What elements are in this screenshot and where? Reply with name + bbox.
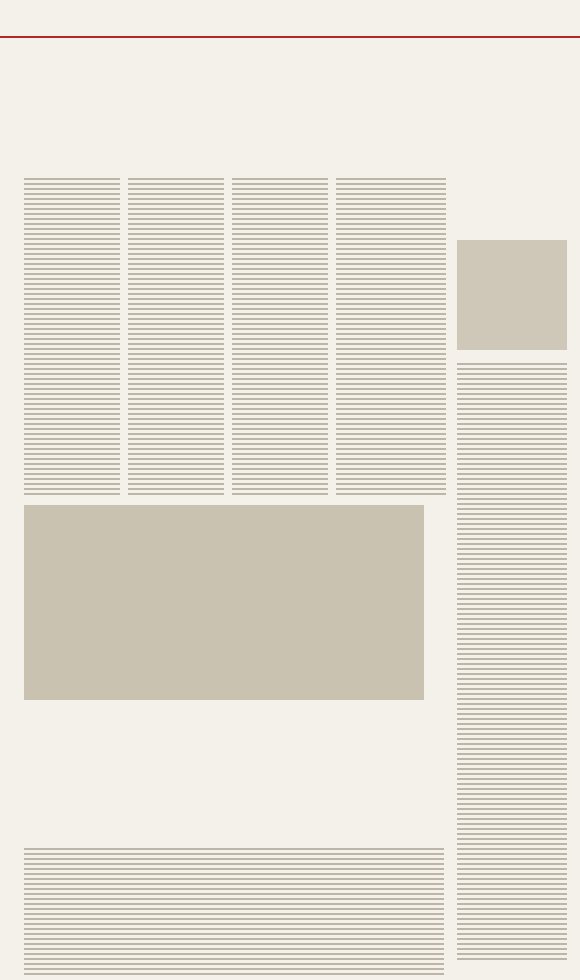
section-label bbox=[494, 2, 574, 32]
headline-block bbox=[24, 70, 454, 150]
masthead bbox=[0, 0, 580, 38]
second-article-body bbox=[24, 845, 444, 975]
article-body-column-1 bbox=[24, 175, 120, 495]
sidebar-photo bbox=[457, 240, 567, 350]
article-body-column-4 bbox=[336, 175, 446, 495]
sidebar-body bbox=[457, 360, 567, 960]
article-body-column-2 bbox=[128, 175, 224, 495]
second-headline-block bbox=[24, 770, 454, 830]
masthead-logo bbox=[6, 4, 86, 28]
article-body-column-3 bbox=[232, 175, 328, 495]
main-photo bbox=[24, 505, 424, 700]
